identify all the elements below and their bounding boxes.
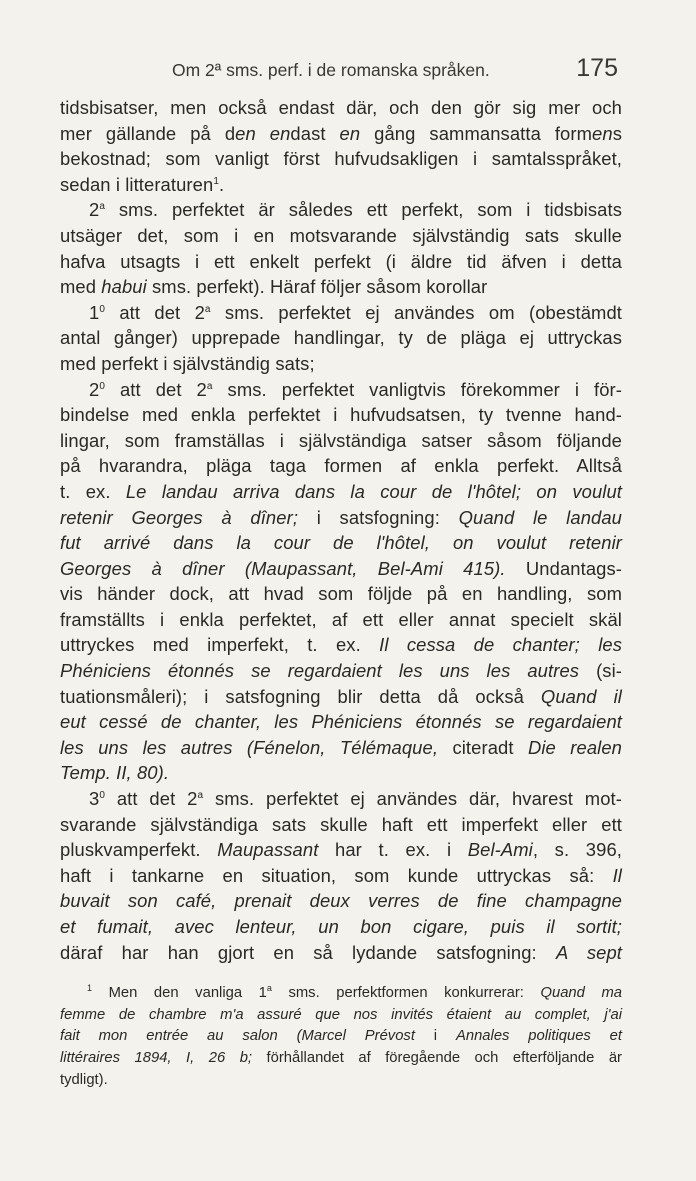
body-text-line: svarande självständiga sats skulle haft ett imperfekt eller ett — [60, 813, 622, 835]
body-text-line: Phéniciens étonnés se regardaient les uns les autres (si- — [60, 660, 622, 682]
body-text-line: framställts i enkla perfektet, af ett eller annat specielt skäl — [60, 608, 622, 630]
body-text-line: bekostnad; som vanligt först hufvudsakligen i samtalsspråket, — [60, 148, 622, 170]
page-number: 175 — [576, 54, 618, 82]
footnote-line: femme de chambre m'a assuré que nos invités étaient au complet, j'ai — [60, 1006, 622, 1023]
body-text-line: $2^0$ att det 2$^a$ sms. perfektet vanligtvis förekommer i för- — [89, 378, 622, 400]
body-text-line: antal gånger) upprepade handlingar, ty de pläga ej uttryckas — [60, 327, 622, 349]
body-text-line: utsäger det, som i en motsvarande självständig sats skulle — [60, 224, 622, 246]
footnote-line: tydligt). — [60, 1071, 108, 1088]
body-text-line: sedan i litteraturen$^1$. — [60, 173, 225, 195]
body-text-line: med habui sms. perfekt). Häraf följer såsom korollar — [60, 276, 488, 298]
body-text-line: med perfekt i självständig sats; — [60, 352, 315, 374]
running-title: Om 2ª sms. perf. i de romanska språken. — [172, 60, 490, 80]
body-text-line: $3^0$ att det 2$^a$ sms. perfektet ej användes där, hvarest mot- — [89, 788, 622, 810]
body-text-line: pluskvamperfekt. Maupassant har t. ex. i Bel-Ami, s. 396, — [60, 839, 622, 861]
page-header — [60, 52, 618, 88]
body-text-line: vis händer dock, att hvad som följde på en handling, som — [60, 583, 622, 605]
body-text-line: uttryckes med imperfekt, t. ex. Il cessa de chanter; les — [60, 634, 623, 656]
body-text-line: t. ex. Le landau arriva dans la cour de l'hôtel; on voulut — [60, 480, 622, 502]
body-text-line: bindelse med enkla perfektet i hufvudsatsen, ty tvenne hand- — [60, 404, 622, 426]
body-text-line: retenir Georges à dîner; i satsfogning: Quand le landau — [60, 506, 623, 528]
body-text-line: $1^0$ att det 2$^a$ sms. perfektet ej användes om (obestämdt — [89, 301, 622, 323]
body-text-line: buvait son café, prenait deux verres de fine champagne — [60, 890, 622, 912]
footnote-line: littéraires 1894, I, 26 b; förhållandet af föregående och efterföljande är — [60, 1050, 622, 1067]
body-text-line: Georges à dîner (Maupassant, Bel-Ami 415). Undantags- — [60, 557, 622, 579]
body-text-line: eut cessé de chanter, les Phéniciens étonnés se regardaient — [60, 711, 622, 733]
footnote-line: $^1$ Men den vanliga 1$^a$ sms. perfektformen konkurrerar: Quand ma — [87, 983, 623, 1001]
body-text-line: haft i tankarne en situation, som kunde uttryckas så: Il — [60, 864, 622, 886]
body-text-line: fut arrivé dans la cour de l'hôtel, on voulut retenir — [60, 532, 622, 554]
body-text-line: däraf har han gjort en så lydande satsfogning: A sept — [60, 941, 622, 963]
body-text-line: tidsbisatser, men också endast där, och den gör sig mer och — [60, 97, 622, 118]
body-text-line: tuationsmåleri); i satsfogning blir detta då också Quand il — [60, 685, 622, 707]
body-text — [60, 95, 622, 965]
footnote — [60, 983, 622, 1091]
body-text-line: les uns les autres (Fénelon, Télémaque, citeradt Die realen — [60, 736, 623, 758]
body-text-line: lingar, som framställas i självständiga satser såsom följande — [60, 429, 622, 451]
body-text-line: Temp. II, 80). — [60, 762, 170, 784]
body-text-line: 2$^a$ sms. perfektet är således ett perfekt, som i tidsbisats — [89, 199, 622, 221]
footnote-line: fait mon entrée au salon (Marcel Prévost i Annales politiques et — [60, 1028, 623, 1045]
body-text-line: på hvarandra, pläga taga formen af enkla perfekt. Alltså — [60, 455, 622, 477]
body-text-line: et fumait, avec lenteur, un bon cigare, puis il sortit; — [60, 916, 622, 937]
body-text-line: hafva utsagts i ett enkelt perfekt (i äldre tid äfven i detta — [60, 250, 622, 272]
body-text-line: mer gällande på den endast en gång sammansatta formens — [60, 122, 622, 144]
